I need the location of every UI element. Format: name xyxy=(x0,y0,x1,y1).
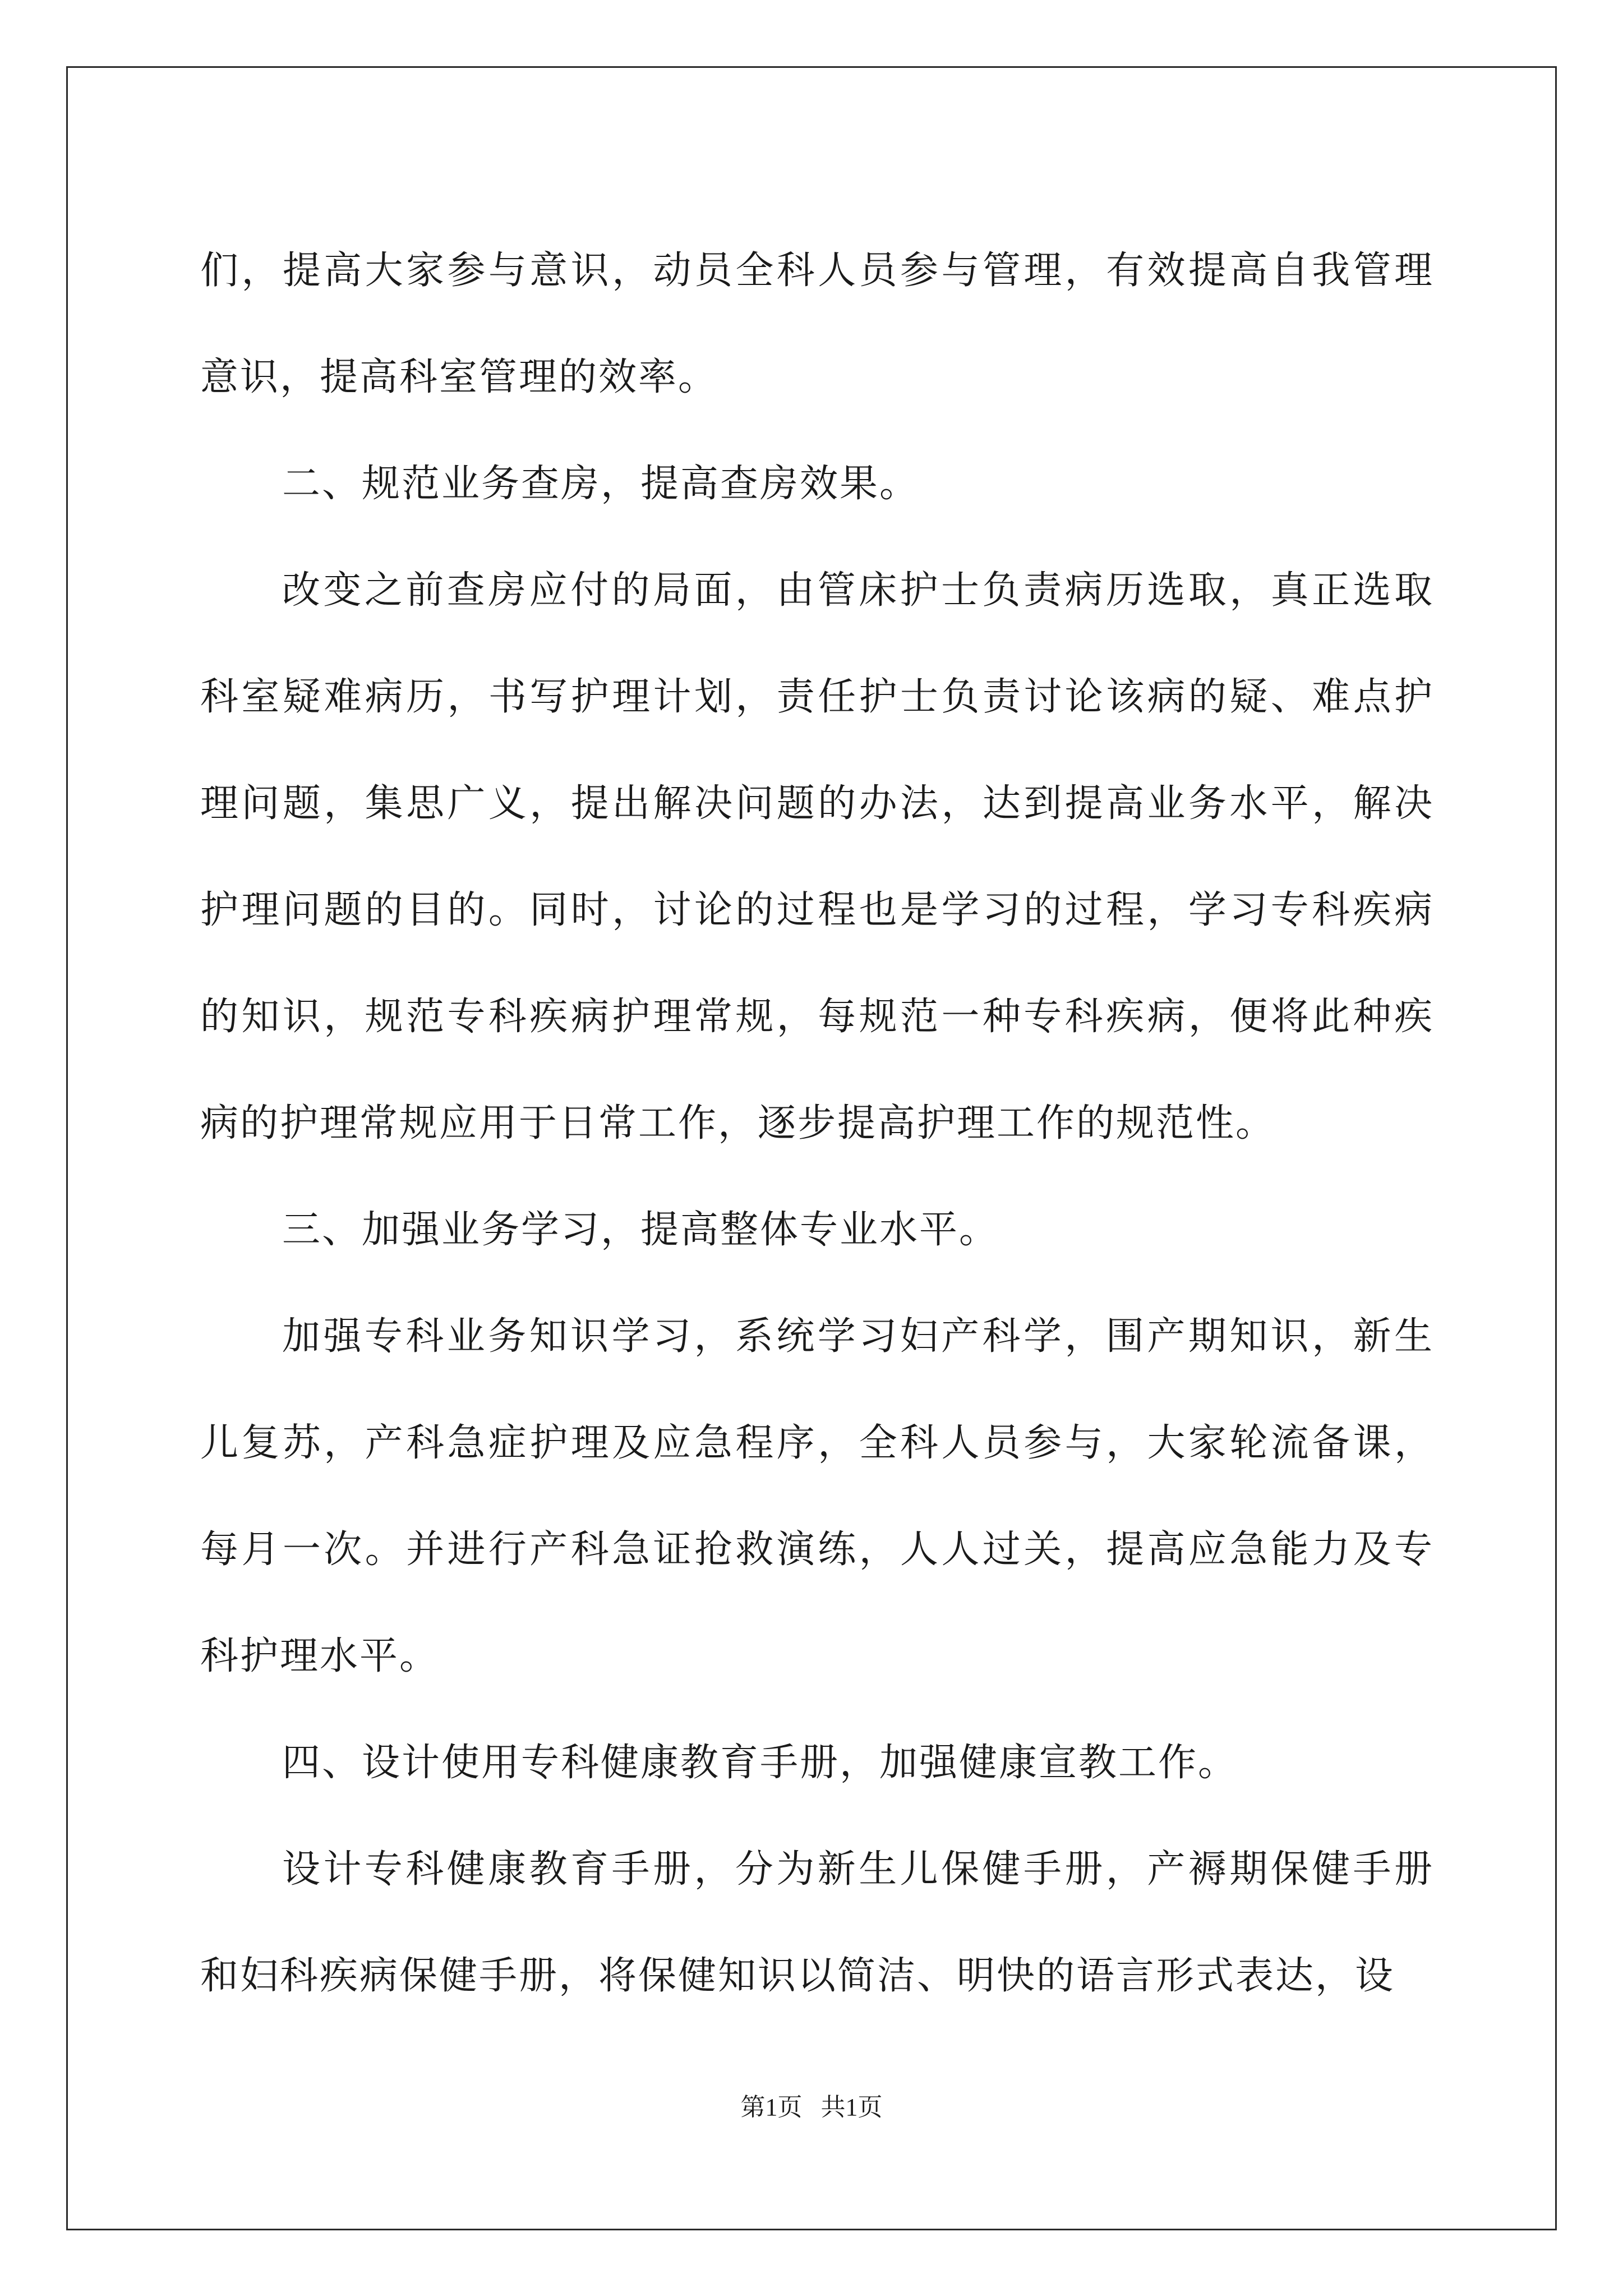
page-total: 共1页 xyxy=(820,2093,883,2121)
paragraph: 们，提高大家参与意识，动员全科人员参与管理，有效提高自我管理意识，提高科室管理的效率。 xyxy=(200,249,1434,399)
section-heading: 三、加强业务学习，提高整体专业水平。 xyxy=(282,1208,999,1252)
paragraph: 设计专科健康教育手册，分为新生儿保健手册，产褥期保健手册和妇科疾病保健手册，将保健知识以简洁、明快的语言形式表达，设 xyxy=(200,1847,1434,1998)
page-footer xyxy=(0,2091,1623,2124)
paragraph: 加强专科业务知识学习，系统学习妇产科学，围产期知识，新生儿复苏，产科急症护理及应急程序，全科人员参与，大家轮流备课，每月一次。并进行产科急证抢救演练，人人过关，提高应急能力及专科护理水平。 xyxy=(200,1314,1434,1678)
paragraph: 改变之前查房应付的局面，由管床护士负责病历选取，真正选取科室疑难病历，书写护理计划，责任护士负责讨论该病的疑、难点护理问题，集思广义，提出解决问题的办法，达到提高业务水平，解决护理问题的目的。同时，讨论的过程也是学习的过程，学习专科疾病的知识，规范专科疾病护理常规，每规范一种专科疾病，便将此种疾病的护理常规应用于日常工作，逐步提高护理工作的规范性。 xyxy=(200,568,1434,1145)
section-heading: 二、规范业务查房，提高查房效果。 xyxy=(282,462,920,506)
page-number: 第1页 xyxy=(740,2093,803,2121)
document-body xyxy=(200,218,1434,2030)
section-heading: 四、设计使用专科健康教育手册，加强健康宣教工作。 xyxy=(282,1741,1238,1785)
